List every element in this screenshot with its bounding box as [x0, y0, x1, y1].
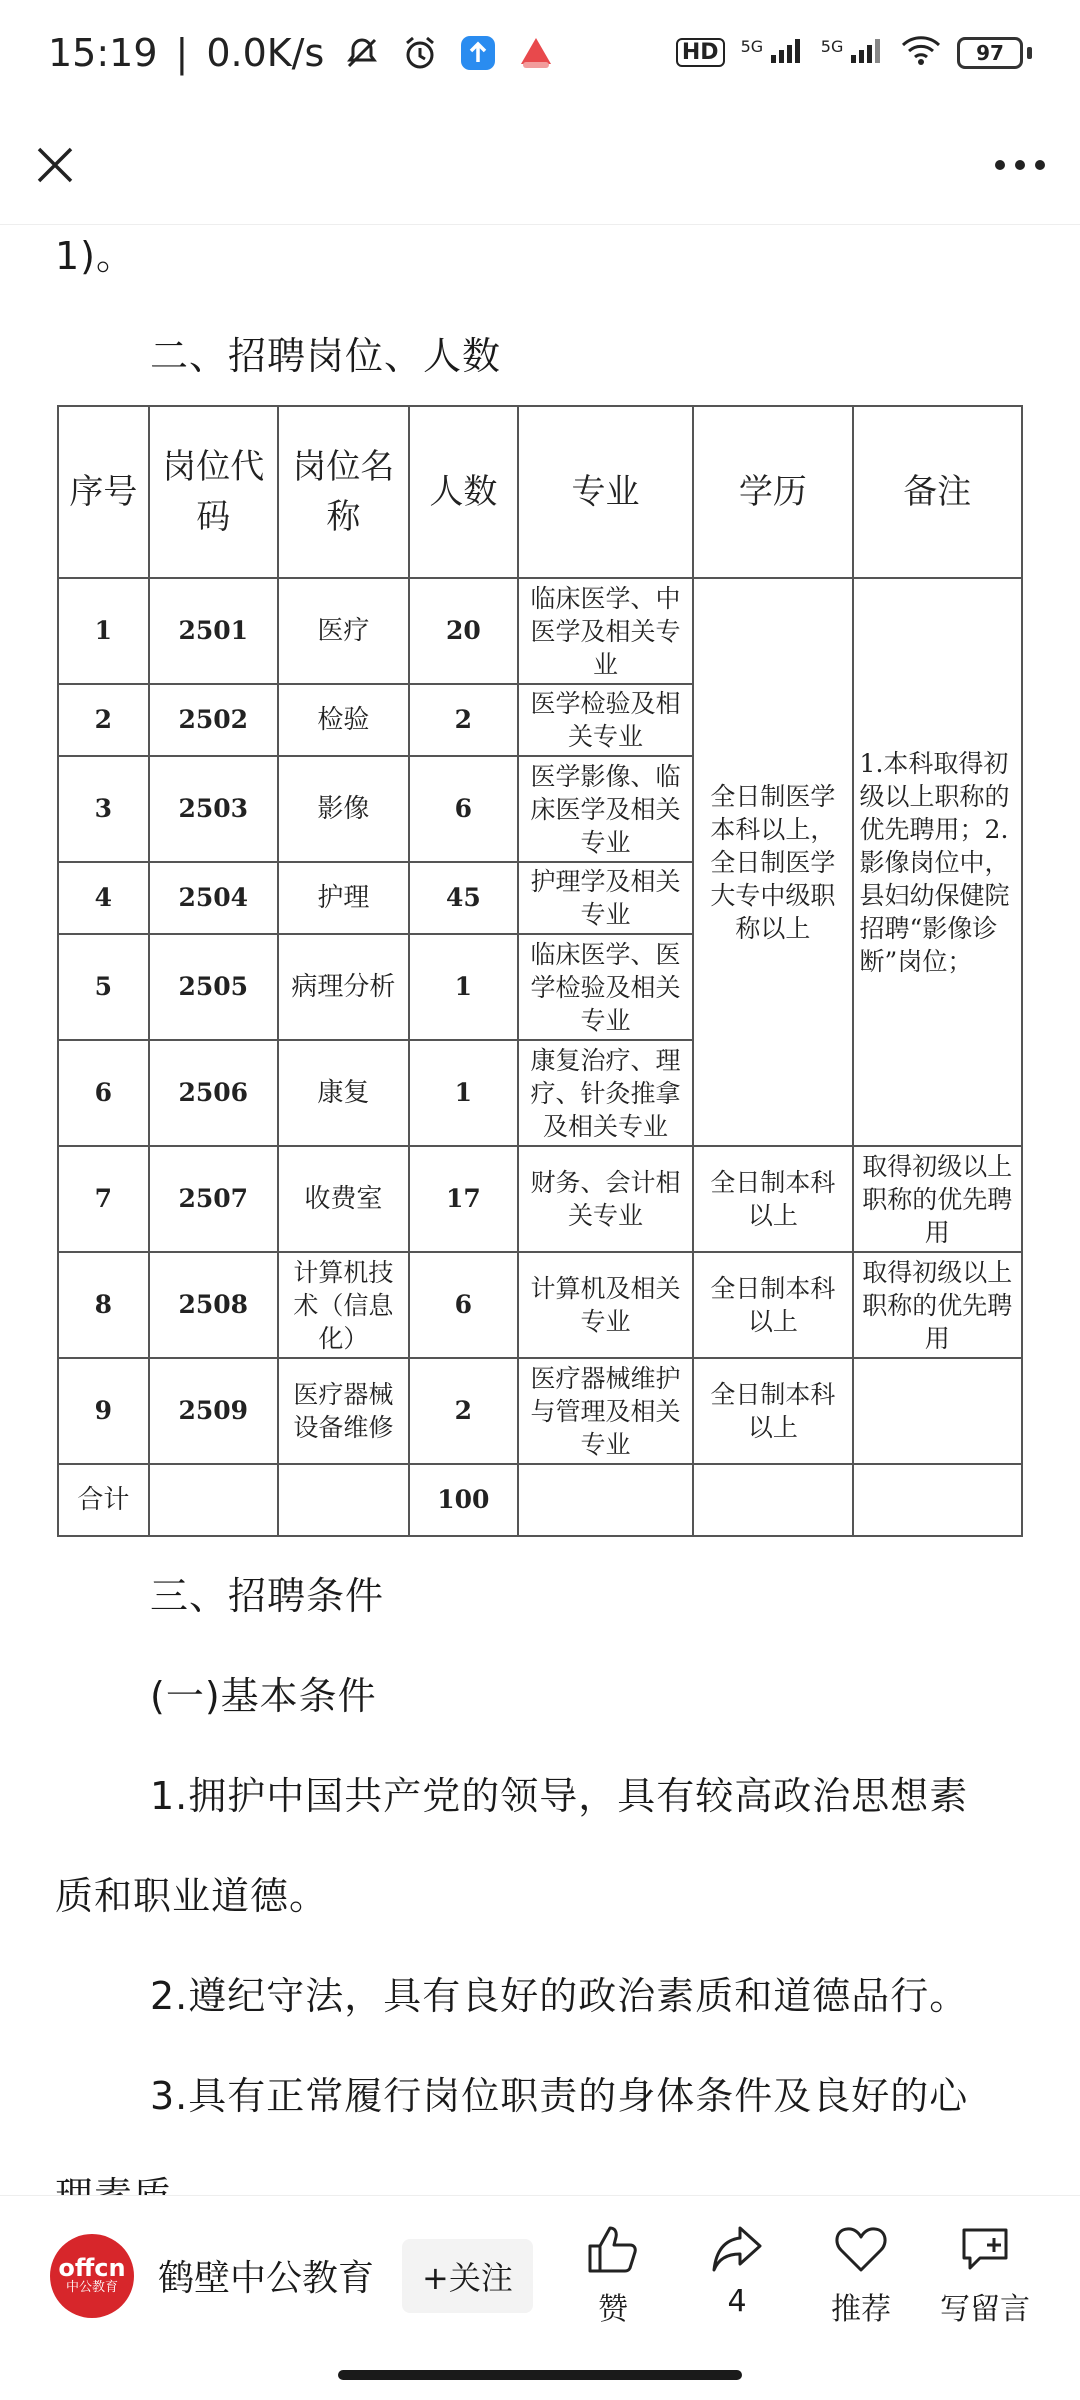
cell-code: 2509 — [149, 1358, 278, 1464]
paragraph-line: 2.遵纪守法，具有良好的政治素质和道德品行。 — [150, 1974, 969, 2018]
cell-major: 临床医学、中医学及相关专业 — [518, 578, 693, 684]
recommend-label: 推荐 — [831, 2291, 891, 2327]
heart-icon — [834, 2224, 888, 2274]
cell-major: 计算机及相关专业 — [518, 1252, 693, 1358]
cell-name: 护理 — [278, 862, 409, 934]
header-name: 岗位名称 — [278, 406, 409, 578]
cell-count: 20 — [409, 578, 518, 684]
cell-note-merged: 1.本科取得初级以上职称的优先聘用；2.影像岗位中，县妇幼保健院招聘“影像诊断”岗位； — [853, 578, 1022, 1146]
cell-major: 医疗器械维护与管理及相关专业 — [518, 1358, 693, 1464]
network-speed: 0.0K/s — [206, 30, 325, 75]
cell-count: 2 — [409, 684, 518, 756]
cell-seq: 8 — [58, 1252, 149, 1358]
table-header-row — [58, 406, 1022, 578]
avatar[interactable] — [50, 2234, 134, 2318]
close-button[interactable] — [30, 140, 80, 190]
alarm-icon — [400, 33, 440, 73]
cell-code: 2508 — [149, 1252, 278, 1358]
cell-count: 45 — [409, 862, 518, 934]
share-count: 4 — [727, 2283, 747, 2319]
follow-button[interactable]: +关注 — [402, 2239, 533, 2313]
header-major: 专业 — [518, 406, 693, 578]
recruitment-table — [57, 405, 1023, 1537]
hd-badge: HD — [676, 38, 725, 67]
clock: 15:19 — [48, 30, 158, 75]
cell-total-count: 100 — [409, 1464, 518, 1536]
cell-name: 收费室 — [278, 1146, 409, 1252]
wifi-icon — [901, 35, 941, 71]
like-label: 赞 — [598, 2291, 628, 2327]
header-seq: 序号 — [58, 406, 149, 578]
article-body — [0, 225, 1080, 2195]
cell-major: 财务、会计相关专业 — [518, 1146, 693, 1252]
bottom-bar — [0, 2195, 1080, 2355]
cell-name: 康复 — [278, 1040, 409, 1146]
cell-edu: 全日制本科以上 — [693, 1358, 852, 1464]
cell-name: 检验 — [278, 684, 409, 756]
cell-name: 计算机技术（信息化） — [278, 1252, 409, 1358]
avatar-logo-text: offcn — [58, 2253, 126, 2282]
signal-5g-icon-2: 5G — [821, 37, 885, 69]
share-icon — [710, 2224, 764, 2274]
cell-code: 2504 — [149, 862, 278, 934]
cell-name: 影像 — [278, 756, 409, 862]
text-fragment: 1)。 — [55, 234, 136, 278]
nav-bar — [0, 105, 1080, 225]
cell-major: 护理学及相关专业 — [518, 862, 693, 934]
home-indicator[interactable] — [338, 2370, 742, 2380]
cell-note: 取得初级以上职称的优先聘用 — [853, 1146, 1022, 1252]
account-name[interactable]: 鹤壁中公教育 — [158, 2258, 375, 2299]
table-row — [58, 578, 1022, 684]
cell-edu-merged: 全日制医学本科以上，全日制医学大专中级职称以上 — [693, 578, 852, 1146]
share-button[interactable] — [692, 2224, 782, 2328]
cell-seq: 3 — [58, 756, 149, 862]
header-edu: 学历 — [693, 406, 852, 578]
cell-major: 医学检验及相关专业 — [518, 684, 693, 756]
upload-app-icon — [458, 33, 498, 73]
cell-count: 6 — [409, 1252, 518, 1358]
cell-name: 病理分析 — [278, 934, 409, 1040]
cell-code: 2506 — [149, 1040, 278, 1146]
comment-label: 写留言 — [940, 2291, 1030, 2327]
status-bar — [0, 0, 1080, 105]
paragraph-line: 质和职业道德。 — [55, 1874, 329, 1918]
section-heading-positions: 二、招聘岗位、人数 — [150, 334, 502, 378]
table-row — [58, 1252, 1022, 1358]
cell-seq: 9 — [58, 1358, 149, 1464]
cell-edu: 全日制本科以上 — [693, 1146, 852, 1252]
cell-name: 医疗器械设备维修 — [278, 1358, 409, 1464]
mute-icon — [342, 33, 382, 73]
app-notification-icon — [516, 33, 556, 73]
divider: | — [175, 30, 189, 75]
battery-level: 97 — [957, 37, 1023, 69]
cell-major: 医学影像、临床医学及相关专业 — [518, 756, 693, 862]
cell-name: 医疗 — [278, 578, 409, 684]
cell-note: 取得初级以上职称的优先聘用 — [853, 1252, 1022, 1358]
cell-code: 2507 — [149, 1146, 278, 1252]
cell-code: 2501 — [149, 578, 278, 684]
cell-seq: 1 — [58, 578, 149, 684]
cell-seq: 4 — [58, 862, 149, 934]
signal-5g-icon: 5G — [741, 37, 805, 69]
header-code: 岗位代码 — [149, 406, 278, 578]
table-total-row — [58, 1464, 1022, 1536]
section-heading-conditions: 三、招聘条件 — [150, 1574, 385, 1618]
more-icon — [994, 159, 1046, 171]
cell-seq: 6 — [58, 1040, 149, 1146]
cell-count: 6 — [409, 756, 518, 862]
close-icon — [35, 145, 75, 185]
thumbs-up-icon — [586, 2224, 640, 2274]
header-count: 人数 — [409, 406, 518, 578]
cell-count: 17 — [409, 1146, 518, 1252]
cell-seq: 7 — [58, 1146, 149, 1252]
header-note: 备注 — [853, 406, 1022, 578]
cell-note — [853, 1358, 1022, 1464]
recommend-button[interactable] — [816, 2224, 906, 2328]
cell-seq: 2 — [58, 684, 149, 756]
cell-major: 康复治疗、理疗、针灸推拿及相关专业 — [518, 1040, 693, 1146]
subheading-basic: (一)基本条件 — [150, 1674, 377, 1718]
paragraph-line: 1.拥护中国共产党的领导，具有较高政治思想素 — [150, 1774, 969, 1818]
cell-code: 2505 — [149, 934, 278, 1040]
cell-major: 临床医学、医学检验及相关专业 — [518, 934, 693, 1040]
cell-count: 1 — [409, 1040, 518, 1146]
battery-icon — [957, 37, 1032, 69]
cell-total-label: 合计 — [58, 1464, 149, 1536]
comment-button[interactable] — [940, 2224, 1030, 2328]
recruitment-table-image — [57, 405, 1023, 1535]
cell-count: 1 — [409, 934, 518, 1040]
cell-edu: 全日制本科以上 — [693, 1252, 852, 1358]
cell-count: 2 — [409, 1358, 518, 1464]
cell-code: 2503 — [149, 756, 278, 862]
table-row — [58, 1146, 1022, 1252]
avatar-logo-subtext: 中公教育 — [65, 2279, 118, 2295]
paragraph-line: 3.具有正常履行岗位职责的身体条件及良好的心 — [150, 2074, 969, 2118]
cell-seq: 5 — [58, 934, 149, 1040]
table-row — [58, 1358, 1022, 1464]
like-button[interactable] — [568, 2224, 658, 2328]
cell-code: 2502 — [149, 684, 278, 756]
more-options-button[interactable] — [990, 140, 1050, 190]
comment-icon — [958, 2224, 1012, 2274]
